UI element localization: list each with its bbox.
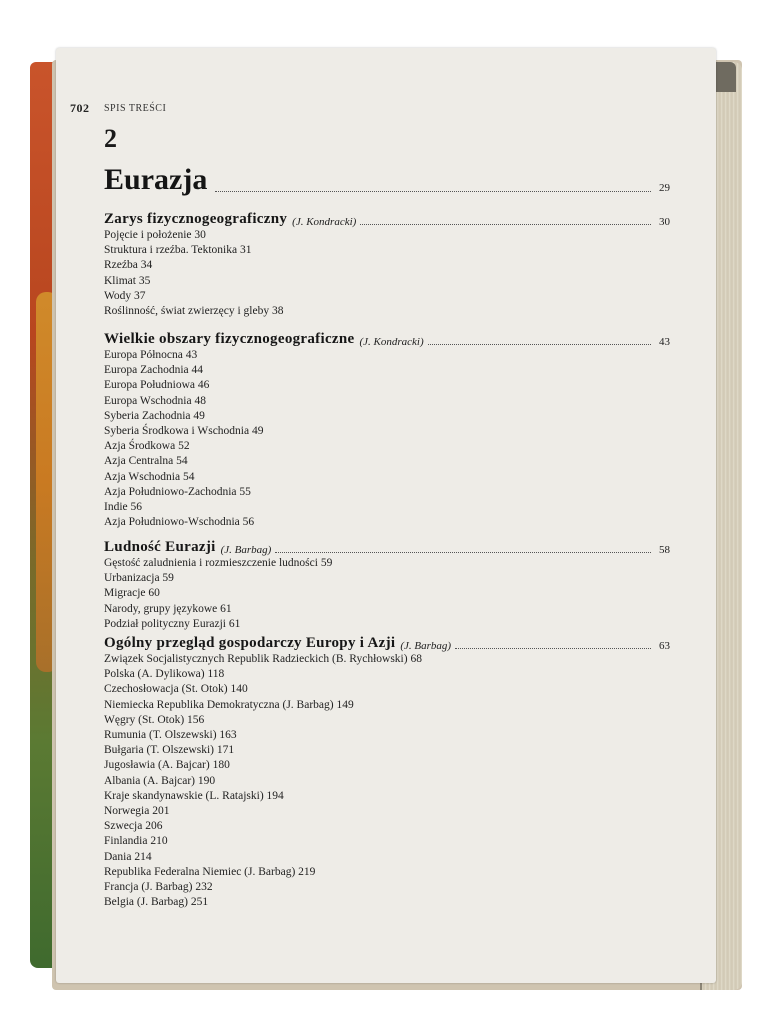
toc-entry: Norwegia 201 [104, 805, 170, 818]
toc-entry: Struktura i rzeźba. Tektonika 31 [104, 244, 252, 257]
toc-entry: Syberia Zachodnia 49 [104, 409, 205, 422]
toc-entry: Europa Wschodnia 48 [104, 394, 206, 407]
toc-entry: Azja Południowo-Zachodnia 55 [104, 485, 251, 498]
toc-entry: Republika Federalna Niemiec (J. Barbag) 219 [104, 865, 316, 878]
dot-leader [360, 223, 651, 225]
chapter-title: Eurazja [104, 163, 208, 196]
toc-entry: Azja Środkowa 52 [104, 440, 190, 453]
toc-entry: Francja (J. Barbag) 232 [104, 881, 213, 894]
toc-entry: Europa Zachodnia 44 [104, 364, 203, 377]
section-author: (J. Kondracki) [292, 216, 357, 228]
toc-entry: Polska (A. Dylikowa) 118 [104, 668, 225, 681]
section-heading [104, 210, 670, 228]
toc-entry: Migracje 60 [104, 587, 160, 600]
section-entries [104, 348, 670, 530]
toc-entry: Wody 37 [104, 289, 146, 302]
toc-entry: Azja Południowo-Wschodnia 56 [104, 516, 255, 529]
toc-entry: Finlandia 210 [104, 835, 168, 848]
toc-entry: Jugosławia (A. Bajcar) 180 [104, 759, 230, 772]
chapter-heading [104, 165, 670, 195]
dot-leader [215, 190, 651, 192]
chapter-page-number: 29 [659, 182, 670, 194]
section-title: Ludność Eurazji [104, 539, 216, 555]
section-entries [104, 228, 670, 319]
toc-entry: Roślinność, świat zwierzęcy i gleby 38 [104, 305, 284, 318]
section-author: (J. Barbag) [400, 640, 452, 652]
toc-entry: Rzeźba 34 [104, 259, 153, 272]
section-page-number: 30 [659, 216, 670, 228]
section-title: Wielkie obszary fizycznogeograficzne [104, 331, 355, 347]
dot-leader [428, 343, 651, 345]
toc-entry: Urbanizacja 59 [104, 572, 174, 585]
chapter-number: 2 [104, 124, 117, 153]
section-page-number: 58 [659, 544, 670, 556]
toc-entry: Europa Południowa 46 [104, 379, 210, 392]
toc-entry: Bułgaria (T. Olszewski) 171 [104, 744, 235, 757]
section-heading [104, 634, 670, 652]
toc-entry: Szwecja 206 [104, 820, 163, 833]
toc-section [104, 538, 670, 632]
toc-entry: Kraje skandynawskie (L. Ratajski) 194 [104, 789, 284, 802]
toc-entry: Czechosłowacja (St. Otok) 140 [104, 683, 248, 696]
toc-entry: Klimat 35 [104, 274, 151, 287]
page-number: 702 [70, 101, 90, 115]
dot-leader [275, 551, 651, 553]
section-title: Ogólny przegląd gospodarczy Europy i Azji [104, 635, 396, 651]
section-author: (J. Barbag) [220, 544, 272, 556]
toc-entry: Belgia (J. Barbag) 251 [104, 896, 209, 909]
toc-entry: Narody, grupy językowe 61 [104, 602, 232, 615]
toc-section [104, 330, 670, 530]
toc-section [104, 210, 670, 319]
toc-entry: Podział polityczny Eurazji 61 [104, 617, 241, 630]
toc-section [104, 634, 670, 910]
running-head: SPIS TREŚCI [104, 103, 167, 114]
section-author: (J. Kondracki) [359, 336, 424, 348]
toc-entry: Indie 56 [104, 501, 143, 514]
section-entries [104, 652, 670, 910]
toc-entry: Niemiecka Republika Demokratyczna (J. Barbag) 149 [104, 698, 354, 711]
section-page-number: 63 [659, 640, 670, 652]
section-heading [104, 330, 670, 348]
toc-entry: Albania (A. Bajcar) 190 [104, 774, 216, 787]
section-title: Zarys fizycznogeograficzny [104, 211, 288, 227]
section-page-number: 43 [659, 336, 670, 348]
toc-entry: Rumunia (T. Olszewski) 163 [104, 729, 237, 742]
toc-entry: Azja Wschodnia 54 [104, 470, 195, 483]
section-entries [104, 556, 670, 632]
toc-entry: Węgry (St. Otok) 156 [104, 713, 205, 726]
toc-entry: Azja Centralna 54 [104, 455, 188, 468]
dot-leader [455, 647, 651, 649]
toc-entry: Europa Północna 43 [104, 349, 198, 361]
toc-entry: Dania 214 [104, 850, 152, 863]
toc-entry: Pojęcie i położenie 30 [104, 229, 206, 241]
toc-entry: Związek Socjalistycznych Republik Radzieckich (B. Rychłowski) 68 [104, 653, 422, 665]
section-heading [104, 538, 670, 556]
toc-entry: Gęstość zaludnienia i rozmieszczenie ludności 59 [104, 557, 333, 569]
toc-entry: Syberia Środkowa i Wschodnia 49 [104, 425, 264, 438]
